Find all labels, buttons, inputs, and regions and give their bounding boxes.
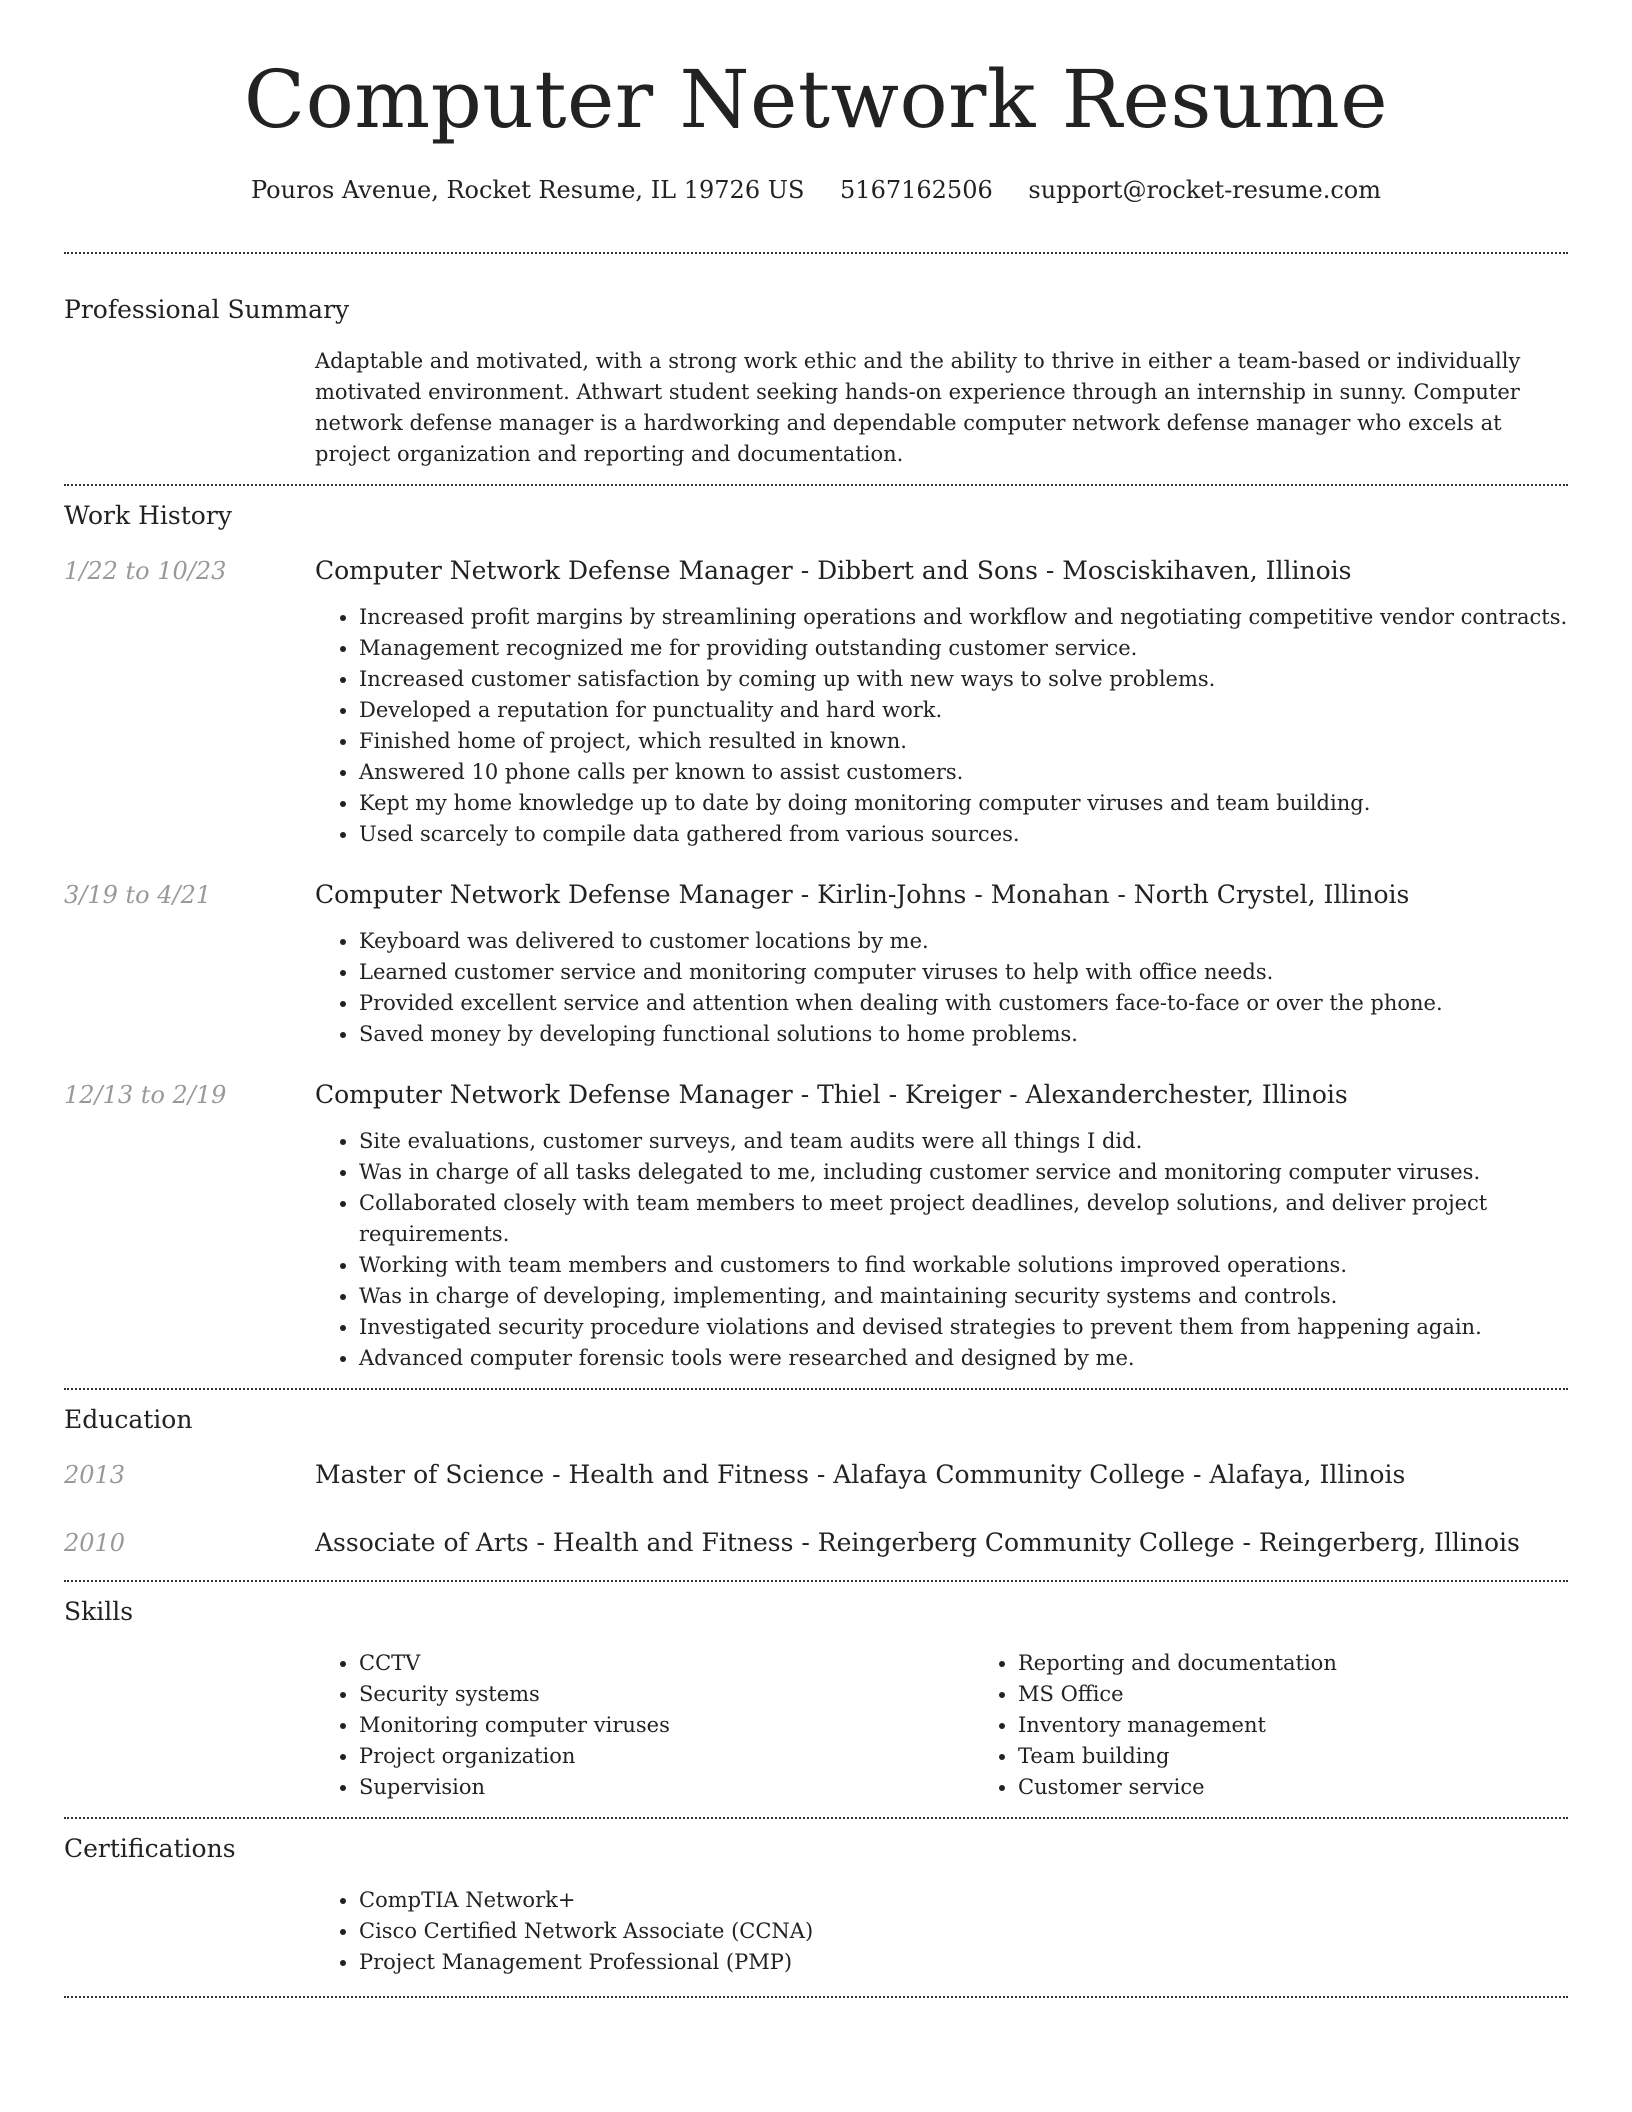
list-item: • Project organization <box>359 1741 974 1772</box>
list-item: • Increased customer satisfaction by coming up with new ways to solve problems. <box>359 664 1568 695</box>
section-title: Professional Summary <box>64 295 350 324</box>
certifications-list <box>315 1885 1568 1978</box>
list-item: • Kept my home knowledge up to date by doing monitoring computer viruses and team building. <box>359 788 1568 819</box>
list-item: • Monitoring computer viruses <box>359 1710 974 1741</box>
contact-address: Pouros Avenue, Rocket Resume, IL 19726 US <box>251 176 805 204</box>
job-dates: 12/13 to 2/19 <box>64 1081 227 1109</box>
list-item: • Advanced computer forensic tools were researched and designed by me. <box>359 1343 1568 1374</box>
job-dates: 3/19 to 4/21 <box>64 881 212 909</box>
list-item: • Was in charge of all tasks delegated to me, including customer service and monitoring computer viruses. <box>359 1157 1568 1188</box>
list-item: • Security systems <box>359 1679 974 1710</box>
list-item: • Keyboard was delivered to customer locations by me. <box>359 926 1568 957</box>
work-section <box>64 498 1568 1374</box>
list-item: • CCTV <box>359 1648 974 1679</box>
list-item: • Developed a reputation for punctuality and hard work. <box>359 695 1568 726</box>
summary-text: Adaptable and motivated, with a strong work ethic and the ability to thrive in either a team-based or individually motivated environment. Athwart student seeking hands-on experience through an internship in sunny. Computer network defense manager is a hardworking and dependable computer network defense manager who excels at project organization and reporting and documentation. <box>315 349 1521 466</box>
list-item: • Investigated security procedure violations and devised strategies to prevent them from happening again. <box>359 1312 1568 1343</box>
list-item: • Finished home of project, which resulted in known. <box>359 726 1568 757</box>
education-year: 2010 <box>64 1529 126 1557</box>
job-entry <box>64 554 1568 850</box>
divider <box>64 1817 1568 1819</box>
list-item: • Cisco Certified Network Associate (CCNA) <box>359 1916 1568 1947</box>
education-year: 2013 <box>64 1461 126 1489</box>
list-item: • Site evaluations, customer surveys, and team audits were all things I did. <box>359 1126 1568 1157</box>
divider <box>64 1388 1568 1390</box>
job-heading: Computer Network Defense Manager - Thiel - Kreiger - Alexanderchester, Illinois <box>315 1080 1348 1109</box>
list-item: • Learned customer service and monitoring computer viruses to help with office needs. <box>359 957 1568 988</box>
resume-name: Computer Network Resume <box>243 53 1389 146</box>
section-title: Work History <box>64 501 232 530</box>
job-bullets <box>315 926 1568 1050</box>
list-item: • Supervision <box>359 1772 974 1803</box>
divider <box>64 484 1568 486</box>
list-item: • Working with team members and customers to find workable solutions improved operations. <box>359 1250 1568 1281</box>
list-item: • Customer service <box>1018 1772 1632 1803</box>
education-entry <box>64 1526 1568 1560</box>
education-detail: Associate of Arts - Health and Fitness - Reingerberg Community College - Reingerberg, Illinois <box>315 1528 1520 1557</box>
list-item: • Used scarcely to compile data gathered from various sources. <box>359 819 1568 850</box>
job-heading: Computer Network Defense Manager - Kirlin-Johns - Monahan - North Crystel, Illinois <box>315 880 1410 909</box>
list-item: • Saved money by developing functional solutions to home problems. <box>359 1019 1568 1050</box>
job-bullets <box>315 602 1568 850</box>
contact-email: support@rocket-resume.com <box>1028 176 1381 204</box>
divider <box>64 1996 1568 1998</box>
education-detail: Master of Science - Health and Fitness - Alafaya Community College - Alafaya, Illinois <box>315 1460 1406 1489</box>
divider <box>64 252 1568 254</box>
list-item: • Provided excellent service and attention when dealing with customers face-to-face or over the phone. <box>359 988 1568 1019</box>
list-item: • Reporting and documentation <box>1018 1648 1632 1679</box>
contact-line <box>64 172 1568 208</box>
job-dates: 1/22 to 10/23 <box>64 557 227 585</box>
list-item: • Team building <box>1018 1741 1632 1772</box>
list-item: • Project Management Professional (PMP) <box>359 1947 1568 1978</box>
list-item: • Inventory management <box>1018 1710 1632 1741</box>
skills-section <box>64 1594 1568 1803</box>
job-heading: Computer Network Defense Manager - Dibbert and Sons - Mosciskihaven, Illinois <box>315 556 1352 585</box>
certifications-section <box>64 1831 1568 1978</box>
section-title: Skills <box>64 1597 134 1626</box>
education-section <box>64 1402 1568 1560</box>
resume-page <box>64 0 1568 1998</box>
list-item: • MS Office <box>1018 1679 1632 1710</box>
list-item: • Management recognized me for providing outstanding customer service. <box>359 633 1568 664</box>
skills-list-right <box>974 1648 1632 1803</box>
list-item: • Was in charge of developing, implementing, and maintaining security systems and controls. <box>359 1281 1568 1312</box>
list-item: • Answered 10 phone calls per known to assist customers. <box>359 757 1568 788</box>
list-item: • Increased profit margins by streamlining operations and workflow and negotiating competitive vendor contracts. <box>359 602 1568 633</box>
section-title: Education <box>64 1405 193 1434</box>
list-item: • Collaborated closely with team members to meet project deadlines, develop solutions, and deliver project requirements. <box>359 1188 1568 1250</box>
contact-phone: 5167162506 <box>840 176 993 204</box>
section-title: Certifications <box>64 1834 236 1863</box>
divider <box>64 1580 1568 1582</box>
education-entry <box>64 1458 1568 1492</box>
summary-section <box>64 292 1568 470</box>
skills-list-left <box>315 1648 974 1803</box>
job-bullets <box>315 1126 1568 1374</box>
job-entry <box>64 878 1568 1050</box>
job-entry <box>64 1078 1568 1374</box>
list-item: • CompTIA Network+ <box>359 1885 1568 1916</box>
